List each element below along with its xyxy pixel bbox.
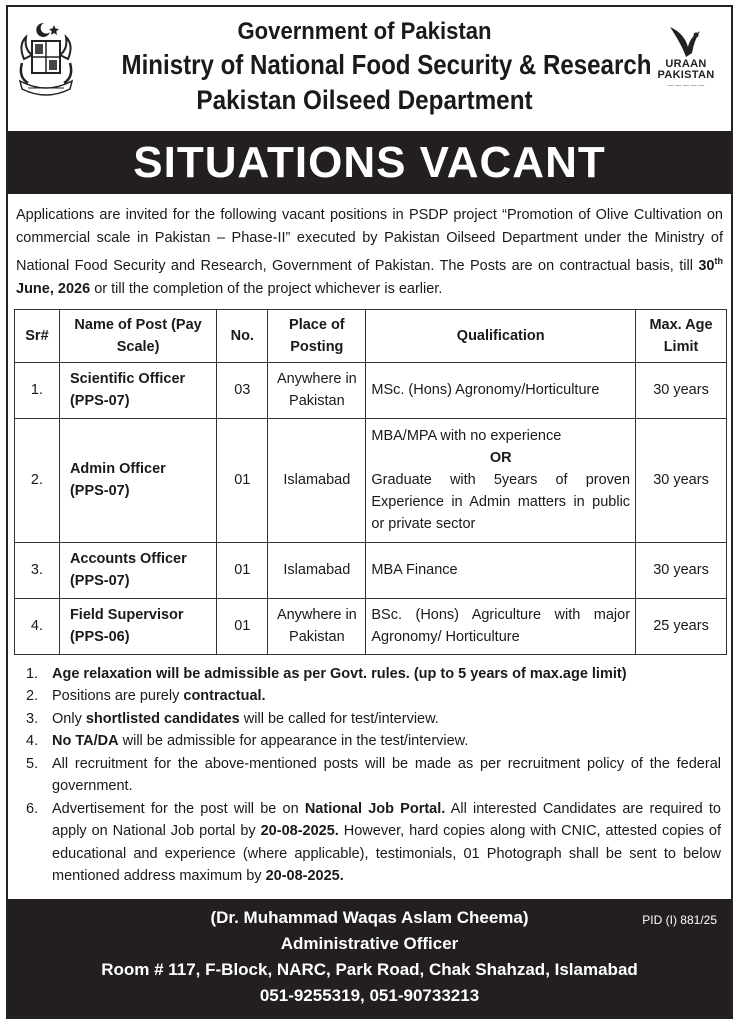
pid-number: PID (I) 881/25 bbox=[642, 913, 717, 927]
vacancy-table bbox=[14, 309, 727, 655]
cell-post bbox=[59, 362, 216, 418]
post-name: Accounts Officer bbox=[69, 551, 187, 568]
note-text: Only bbox=[52, 710, 86, 727]
uraan-urdu-script: — — — — — bbox=[667, 83, 705, 89]
uraan-pakistan-logo bbox=[649, 23, 723, 103]
note-bold-date: 20-08-2025. bbox=[260, 823, 339, 840]
note-text-end: will be called for test/interview. bbox=[239, 710, 439, 727]
cell-sr: 4. bbox=[15, 598, 60, 654]
date-rest: June, 2026 bbox=[16, 280, 91, 297]
department-title: Pakistan Oilseed Department bbox=[196, 85, 533, 115]
situations-vacant-banner: SITUATIONS VACANT bbox=[8, 131, 731, 194]
cell-qualification: MBA Finance bbox=[366, 542, 636, 598]
col-age: Max. Age Limit bbox=[636, 309, 727, 362]
note-number: 6. bbox=[26, 800, 39, 817]
post-name: Field Supervisor bbox=[69, 607, 184, 624]
note-text-3: However, hard copies along with CNIC, attested copies of educational and experience (where applicable), testimonials, 01 Photograph shall be sent to below mentioned address maximum by bbox=[52, 823, 721, 885]
note-bold: No TA/DA bbox=[52, 733, 119, 750]
note-text: Advertisement for the post will be on bbox=[52, 800, 305, 817]
post-name: Admin Officer bbox=[69, 461, 166, 478]
cell-no: 01 bbox=[217, 598, 268, 654]
cell-age: 25 years bbox=[636, 598, 727, 654]
cell-qualification: MSc. (Hons) Agronomy/Horticulture bbox=[366, 362, 636, 418]
table-header-row bbox=[15, 309, 727, 362]
date-sup: th bbox=[714, 256, 723, 266]
col-place: Place of Posting bbox=[268, 309, 366, 362]
list-item bbox=[14, 753, 721, 798]
cell-sr: 3. bbox=[15, 542, 60, 598]
qualification-or: OR bbox=[489, 450, 512, 467]
note-text-2: All interested Candidates are required to apply on National Job portal by bbox=[52, 800, 721, 840]
note-bold-date-2: 20-08-2025. bbox=[265, 868, 344, 885]
office-address: Room # 117, F-Block, NARC, Park Road, Chak Shahzad, Islamabad bbox=[101, 960, 638, 979]
col-sr: Sr# bbox=[15, 309, 60, 362]
cell-age: 30 years bbox=[636, 362, 727, 418]
cell-place: Anywhere in Pakistan bbox=[268, 362, 366, 418]
note-bold: Age relaxation will be admissible as per Govt. rules. (up to 5 years of max.age limit) bbox=[52, 665, 627, 682]
cell-age: 30 years bbox=[636, 418, 727, 542]
note-text: All recruitment for the above-mentioned posts will be made as per recruitment policy of the federal government. bbox=[52, 755, 721, 795]
col-post: Name of Post (Pay Scale) bbox=[59, 309, 216, 362]
ministry-title: Ministry of National Food Security & Research bbox=[121, 49, 652, 80]
cell-age: 30 years bbox=[636, 542, 727, 598]
pay-scale: (PPS-07) bbox=[69, 393, 130, 410]
government-emblem-icon bbox=[14, 19, 78, 99]
cell-sr: 2. bbox=[15, 418, 60, 542]
note-bold-portal: National Job Portal. bbox=[304, 800, 446, 817]
pay-scale: (PPS-06) bbox=[69, 629, 130, 646]
cell-post bbox=[59, 542, 216, 598]
pay-scale: (PPS-07) bbox=[69, 573, 130, 590]
table-row bbox=[15, 362, 727, 418]
list-item bbox=[14, 685, 721, 708]
cell-no: 01 bbox=[217, 542, 268, 598]
cell-qualification: BSc. (Hons) Agriculture with major Agronomy/ Horticulture bbox=[366, 598, 636, 654]
list-item bbox=[14, 663, 721, 686]
note-number: 5. bbox=[26, 755, 39, 772]
phone-numbers: 051-9255319, 051-90733213 bbox=[259, 986, 480, 1005]
uraan-text: URAAN bbox=[665, 58, 707, 70]
cell-place: Islamabad bbox=[268, 418, 366, 542]
note-bold: shortlisted candidates bbox=[85, 710, 240, 727]
bird-icon bbox=[666, 23, 706, 59]
post-name: Scientific Officer bbox=[69, 371, 186, 388]
cell-place: Islamabad bbox=[268, 542, 366, 598]
list-item bbox=[14, 798, 721, 888]
note-bold: contractual. bbox=[183, 688, 266, 705]
qualification-option-b: Graduate with 5years of proven Experience in Admin matters in public or private sector bbox=[371, 472, 631, 533]
col-no: No. bbox=[217, 309, 268, 362]
government-title: Government of Pakistan bbox=[237, 18, 492, 45]
intro-text-end: or till the completion of the project whichever is earlier. bbox=[90, 280, 443, 297]
table-row bbox=[15, 598, 727, 654]
list-item bbox=[14, 730, 721, 753]
list-item bbox=[14, 708, 721, 731]
advertisement-page bbox=[6, 5, 733, 1019]
note-number: 4. bbox=[26, 733, 39, 750]
header bbox=[8, 7, 731, 131]
table-row bbox=[15, 418, 727, 542]
terms-list bbox=[14, 663, 721, 888]
cell-post bbox=[59, 598, 216, 654]
cell-qualification bbox=[366, 418, 636, 542]
note-number: 1. bbox=[26, 665, 39, 682]
officer-name: (Dr. Muhammad Waqas Aslam Cheema) bbox=[210, 908, 529, 927]
footer-contact bbox=[8, 899, 731, 1017]
note-number: 2. bbox=[26, 688, 39, 705]
col-qualification: Qualification bbox=[366, 309, 636, 362]
pakistan-text: PAKISTAN bbox=[657, 69, 715, 81]
note-number: 3. bbox=[26, 710, 39, 727]
officer-designation: Administrative Officer bbox=[280, 934, 459, 953]
table-row bbox=[15, 542, 727, 598]
note-text: Positions are purely bbox=[52, 688, 184, 705]
note-text-end: will be admissible for appearance in the test/interview. bbox=[118, 733, 469, 750]
intro-paragraph bbox=[16, 204, 723, 301]
qualification-option-a: MBA/MPA with no experience bbox=[371, 428, 562, 445]
header-titles bbox=[82, 17, 652, 117]
cell-no: 03 bbox=[217, 362, 268, 418]
cell-place: Anywhere in Pakistan bbox=[268, 598, 366, 654]
cell-post bbox=[59, 418, 216, 542]
date-day: 30 bbox=[698, 257, 715, 274]
intro-text: Applications are invited for the following vacant positions in PSDP project “Promotion of Olive Cultivation on commercial scale in Pakistan – Phase-II” executed by Pakistan Oilseed Department under the Ministry of National Food Security and Research, Government of Pakistan. The Posts are on contractual basis, till bbox=[16, 207, 723, 274]
cell-no: 01 bbox=[217, 418, 268, 542]
cell-sr: 1. bbox=[15, 362, 60, 418]
pay-scale: (PPS-07) bbox=[69, 483, 130, 500]
